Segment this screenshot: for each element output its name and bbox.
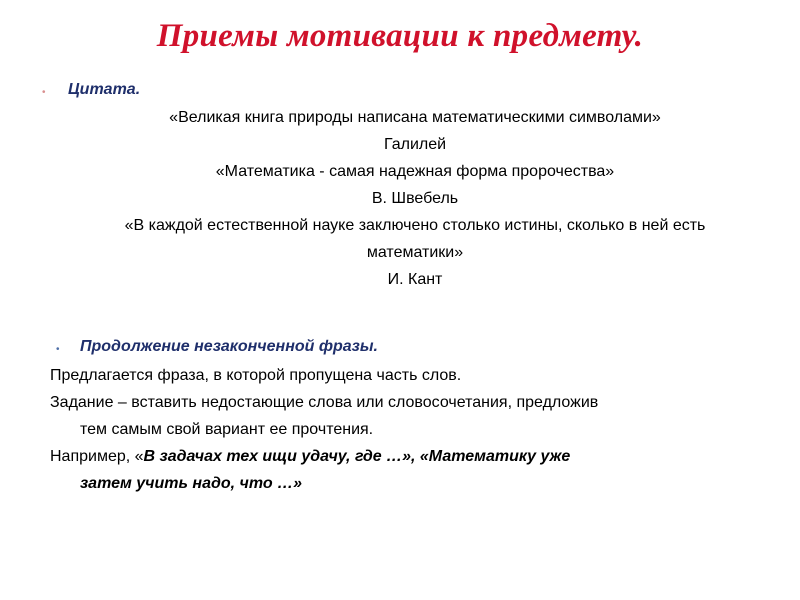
phrase-section-heading: Продолжение незаконченной фразы. — [80, 338, 378, 355]
phrase-intro-line: Предлагается фраза, в которой пропущена часть слов. — [50, 367, 462, 384]
example-phrase: В задачах тех ищи удачу, где …», «Математику уже — [143, 448, 571, 465]
quote-author-schwebel: В. Швебель — [371, 190, 459, 207]
quote-kant-line1: «В каждой естественной науке заключено столько истины, сколько в ней есть — [124, 217, 706, 234]
example-prefix: Например, « — [50, 448, 144, 465]
example-line — [50, 443, 770, 470]
quote-list — [30, 104, 800, 293]
bullet-marker: • — [42, 87, 46, 98]
quote-kant-line2: математики» — [366, 244, 464, 261]
task-line-continued: тем самым свой вариант ее прочтения. — [80, 421, 374, 438]
quote-schwebel: «Математика - самая надежная форма пророчества» — [215, 163, 615, 180]
quote-author-galileo: Галилей — [383, 136, 447, 153]
task-line: Задание – вставить недостающие слова или словосочетания, предложив — [50, 394, 599, 411]
phrase-description — [50, 362, 770, 497]
quote-section-heading: Цитата. — [68, 81, 141, 98]
example-phrase-continued: затем учить надо, что …» — [80, 475, 303, 492]
quote-author-kant: И. Кант — [387, 271, 443, 288]
quote-galileo: «Великая книга природы написана математическими символами» — [169, 109, 661, 126]
slide-title: Приемы мотивации к предмету. — [156, 18, 644, 54]
bullet-marker: • — [56, 344, 60, 355]
